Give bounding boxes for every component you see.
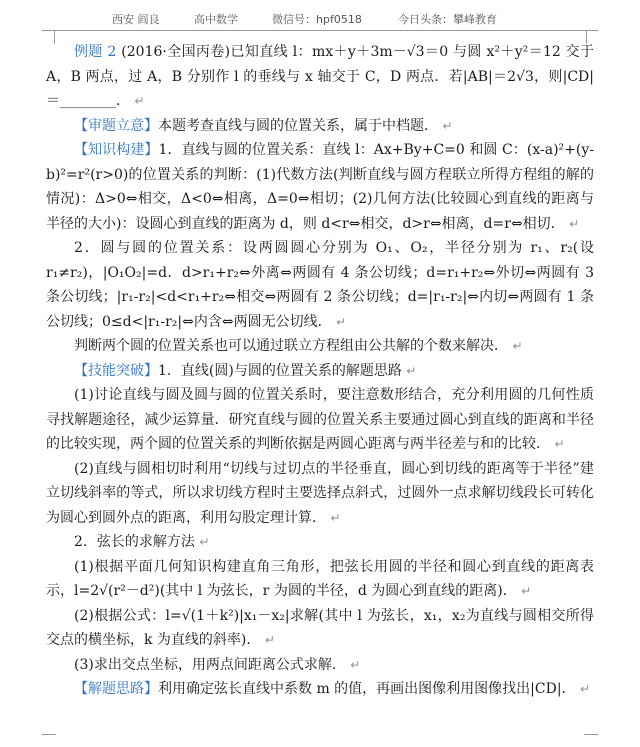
- header-wechat: 微信号：hpf0518: [272, 13, 362, 26]
- paragraph-text: (2)直线与圆相切时利用“切线与过切点的半径垂直，圆心到切线的距离等于半径”建立切线斜率的等式，所以求切线方程时主要选择点斜式，过圆外一点求解切线段长可转化为圆心到圆外点的距离，利用勾股定理计算．: [46, 460, 594, 526]
- paragraph-mark: ↵: [521, 584, 532, 598]
- header-toutiao: 今日头条：攀峰教育: [398, 13, 497, 26]
- paragraph-mark: ↵: [580, 682, 591, 696]
- paragraph-text: (3)求出交点坐标，用两点间距离公式求解．: [74, 656, 346, 673]
- section-knowledge: [46, 138, 594, 236]
- paragraph-mark: ↵: [512, 339, 523, 353]
- chord-method-1: [46, 555, 594, 604]
- section-label: 【技能突破】: [74, 362, 158, 379]
- section-solution: [46, 677, 594, 702]
- section-skill: [46, 359, 594, 384]
- paragraph-mark: ↵: [442, 118, 453, 133]
- paragraph-text: (2)根据公式：l=√(1＋k²)|x₁－x₂|求解(其中 l 为弦长，x₁，x₂为直线与圆相交所得交点的横坐标，k 为直线的斜率)．: [46, 607, 594, 648]
- section-text: 1．直线与圆的位置关系：直线 l：Ax+By+C=0 和圆 C：(x-a)²+(y-b)²=r²(r>0)的位置关系的判断：(1)代数方法(判断直线与圆方程联立所得方程组的解的情况)：Δ>0⇔相交，Δ<0⇔相离，Δ=0⇔相切；(2)几何方法(比较圆心到直线的距离与半径的大小)：设圆心到直线的距离为 d，则 d<r⇔相交，d>r⇔相离，d=r⇔相切．: [46, 142, 595, 232]
- header-rule: [42, 30, 598, 31]
- document-body: [46, 40, 594, 702]
- paragraph-mark: ↵: [134, 94, 145, 108]
- paragraph-mark: ↵: [330, 510, 341, 525]
- paragraph-mark: ↵: [199, 535, 210, 549]
- paragraph-mark: ↵: [350, 657, 361, 672]
- page-header: [0, 8, 640, 28]
- paragraph-text: 判断两个圆的位置关系也可以通过联立方程组由公共解的个数来解决．: [74, 338, 508, 354]
- crop-mark: [42, 734, 56, 743]
- skill-point-1: [46, 383, 594, 457]
- header-author: 西安 阎良: [112, 13, 160, 26]
- crop-mark: [584, 734, 598, 743]
- chord-heading: [46, 530, 594, 555]
- section-text: 1．直线(圆)与圆的位置关系的解题思路: [158, 362, 402, 379]
- paragraph-text: (1)讨论直线与圆及圆与圆的位置关系时，要注意数形结合，充分利用圆的几何性质寻找解题途径，减少运算量．研究直线与圆的位置关系主要通过圆心到直线的距离和半径的比较实现，两个圆的位置关系的判断依据是两圆心距离与两半径差与和的比较．: [46, 387, 594, 452]
- paragraph-mark: ↵: [554, 437, 565, 451]
- section-label: 【知识构建】: [74, 142, 159, 158]
- paragraph-mark: ↵: [569, 216, 580, 231]
- section-text: 利用确定弦长直线中系数 m 的值，再画出图像利用图像找出|CD|．: [158, 681, 576, 697]
- paragraph-mark: ↵: [336, 314, 347, 329]
- paragraph-mark: ↵: [406, 363, 417, 378]
- paragraph-text: (1)根据平面几何知识构建直角三角形，把弦长用圆的半径和圆心到直线的距离表示，l=2√(r²－d²)(其中 l 为弦长，r 为圆的半径，d 为圆心到直线的距离)．: [46, 558, 594, 599]
- section-label: 【解题思路】: [74, 681, 158, 697]
- joint-equation-paragraph: [46, 334, 594, 359]
- example-text: (2016·全国丙卷)已知直线 l：mx＋y＋3m－√3＝0 与圆 x²＋y²＝12 交于 A，B 两点，过 A，B 分别作 l 的垂线与 x 轴交于 C，D 两点．若|AB|＝2√3，则|CD|＝________．: [46, 44, 595, 109]
- paragraph-text: 2．弦长的求解方法: [74, 534, 195, 550]
- chord-method-3: [46, 653, 594, 678]
- skill-point-2: [46, 457, 594, 531]
- section-text: 本题考查直线与圆的位置关系，属于中档题．: [158, 117, 438, 134]
- header-subject: 高中数学: [194, 13, 238, 26]
- example-label: 例题 2: [74, 44, 117, 60]
- circle-circle-paragraph: [46, 236, 594, 334]
- paragraph-text: 2．圆与圆的位置关系：设两圆圆心分别为 O₁、O₂，半径分别为 r₁、r₂(设 r₁≠r₂)，|O₁O₂|=d．d>r₁+r₂⇔外离⇔两圆有 4 条公切线；d=r₁+r₂⇔外切⇔两圆有 3 条公切线；|r₁-r₂|<d<r₁+r₂⇔相交⇔两圆有 2 条公切线；d=|r₁-r₂|⇔内切⇔两圆有 1 条公切线；0≤d<|r₁-r₂|⇔内含⇔两圆无公切线．: [46, 240, 594, 330]
- section-label: 【审题立意】: [74, 117, 158, 134]
- chord-method-2: [46, 604, 594, 653]
- paragraph-mark: ↵: [264, 633, 275, 647]
- example-paragraph: [46, 40, 594, 114]
- section-intent: [46, 114, 594, 139]
